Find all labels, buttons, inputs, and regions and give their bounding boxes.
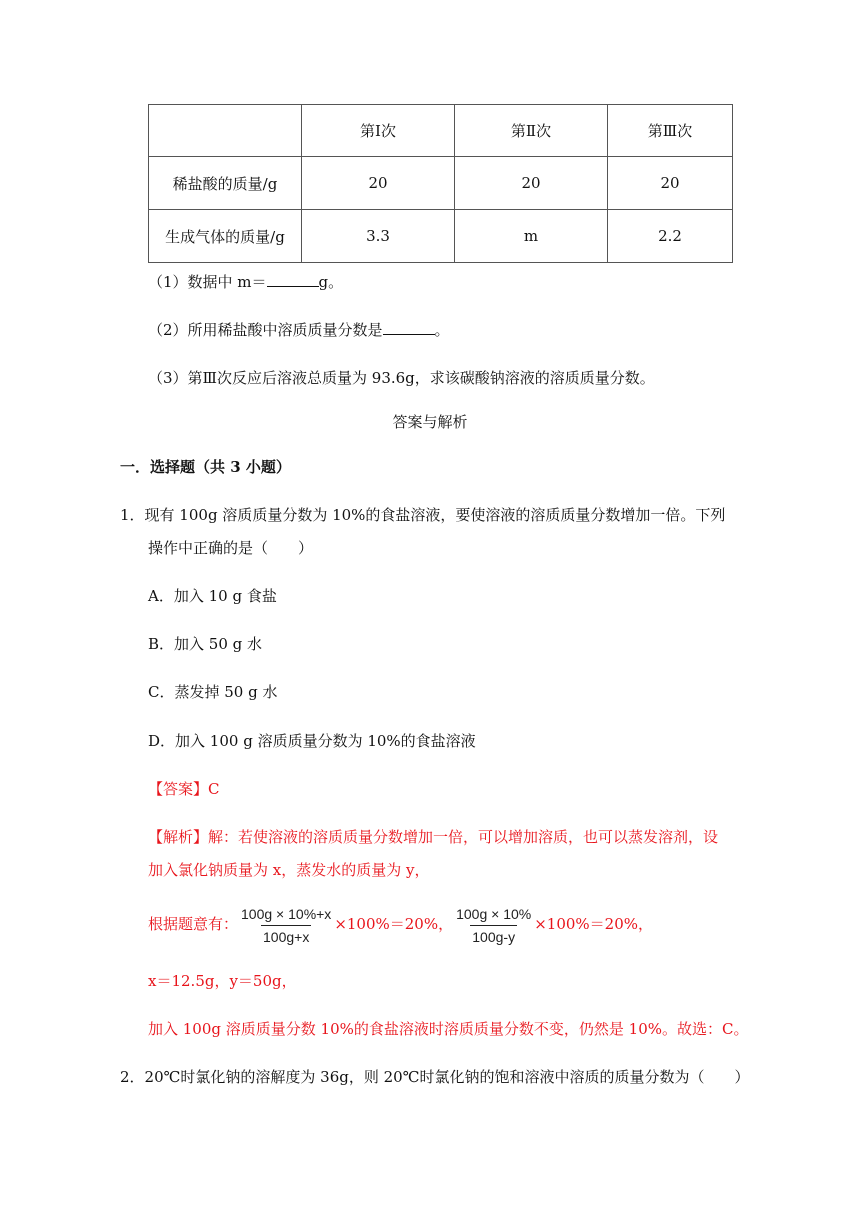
data-table [148, 104, 733, 263]
table-cell: 20 [302, 157, 455, 210]
result-line: x＝12.5g，y＝50g， [148, 972, 297, 990]
option-c: C．蒸发掉 50 g 水 [148, 683, 278, 701]
problem-1-stem-line-2: 操作中正确的是（ ） [148, 539, 314, 557]
table-cell: 3.3 [302, 210, 455, 263]
table-header-cell: 第Ⅰ次 [302, 105, 455, 157]
fraction-1-denominator: 100g+x [261, 925, 311, 946]
problem-1-stem-line-1: 1．现有 100g 溶质质量分数为 10%的食盐溶液，要使溶液的溶质质量分数增加一倍。下列 [120, 506, 726, 524]
fraction-1-numerator: 100g × 10%+x [241, 905, 332, 922]
table-row-label: 稀盐酸的质量/g [149, 157, 302, 210]
question-2-end: 。 [434, 321, 450, 339]
table-header-cell [149, 105, 302, 157]
conclusion-line: 加入 100g 溶质质量分数 10%的食盐溶液时溶质质量分数不变，仍然是 10%。故选：C。 [148, 1020, 749, 1038]
table-cell: 20 [455, 157, 608, 210]
equation-middle: ×100%＝20%， [334, 915, 454, 933]
equation-end: ×100%＝20%， [534, 915, 654, 933]
question-2-text: （2）所用稀盐酸中溶质质量分数是 [148, 321, 383, 339]
equation-line [148, 902, 653, 946]
question-1-unit: g。 [318, 273, 344, 291]
fraction-2 [454, 905, 533, 946]
fraction-2-denominator: 100g-y [470, 925, 517, 946]
table-cell: 2.2 [608, 210, 733, 263]
question-3: （3）第Ⅲ次反应后溶液总质量为 93.6g，求该碳酸钠溶液的溶质质量分数。 [148, 369, 655, 387]
question-1-text: （1）数据中 m＝ [148, 273, 267, 291]
option-d: D．加入 100 g 溶质质量分数为 10%的食盐溶液 [148, 732, 476, 750]
fraction-1 [239, 905, 333, 946]
answer-blank [383, 320, 435, 335]
answer-blank [267, 272, 319, 287]
answer-label: 【答案】C [148, 780, 220, 798]
analysis-line-1: 【解析】解：若使溶液的溶质质量分数增加一倍，可以增加溶质，也可以蒸发溶剂，设 [148, 828, 719, 846]
fraction-2-numerator: 100g × 10% [456, 905, 532, 922]
table-header-row [149, 105, 733, 157]
question-1 [148, 272, 343, 292]
option-b: B．加入 50 g 水 [148, 635, 263, 653]
analysis-line-2: 加入氯化钠质量为 x，蒸发水的质量为 y， [148, 861, 430, 879]
table-header-cell: 第Ⅲ次 [608, 105, 733, 157]
table-row-label: 生成气体的质量/g [149, 210, 302, 263]
equation-prefix: 根据题意有： [148, 915, 239, 933]
answer-section-title: 答案与解析 [392, 413, 468, 431]
section-title: 一．选择题（共 3 小题） [120, 458, 291, 476]
table-header-cell: 第Ⅱ次 [455, 105, 608, 157]
table-cell: 20 [608, 157, 733, 210]
table-row [149, 210, 733, 263]
problem-2-stem: 2．20℃时氯化钠的溶解度为 36g，则 20℃时氯化钠的饱和溶液中溶质的质量分数为（ ） [120, 1068, 750, 1086]
question-2 [148, 320, 450, 340]
option-a: A．加入 10 g 食盐 [148, 587, 277, 605]
table-cell: m [455, 210, 608, 263]
table-row [149, 157, 733, 210]
